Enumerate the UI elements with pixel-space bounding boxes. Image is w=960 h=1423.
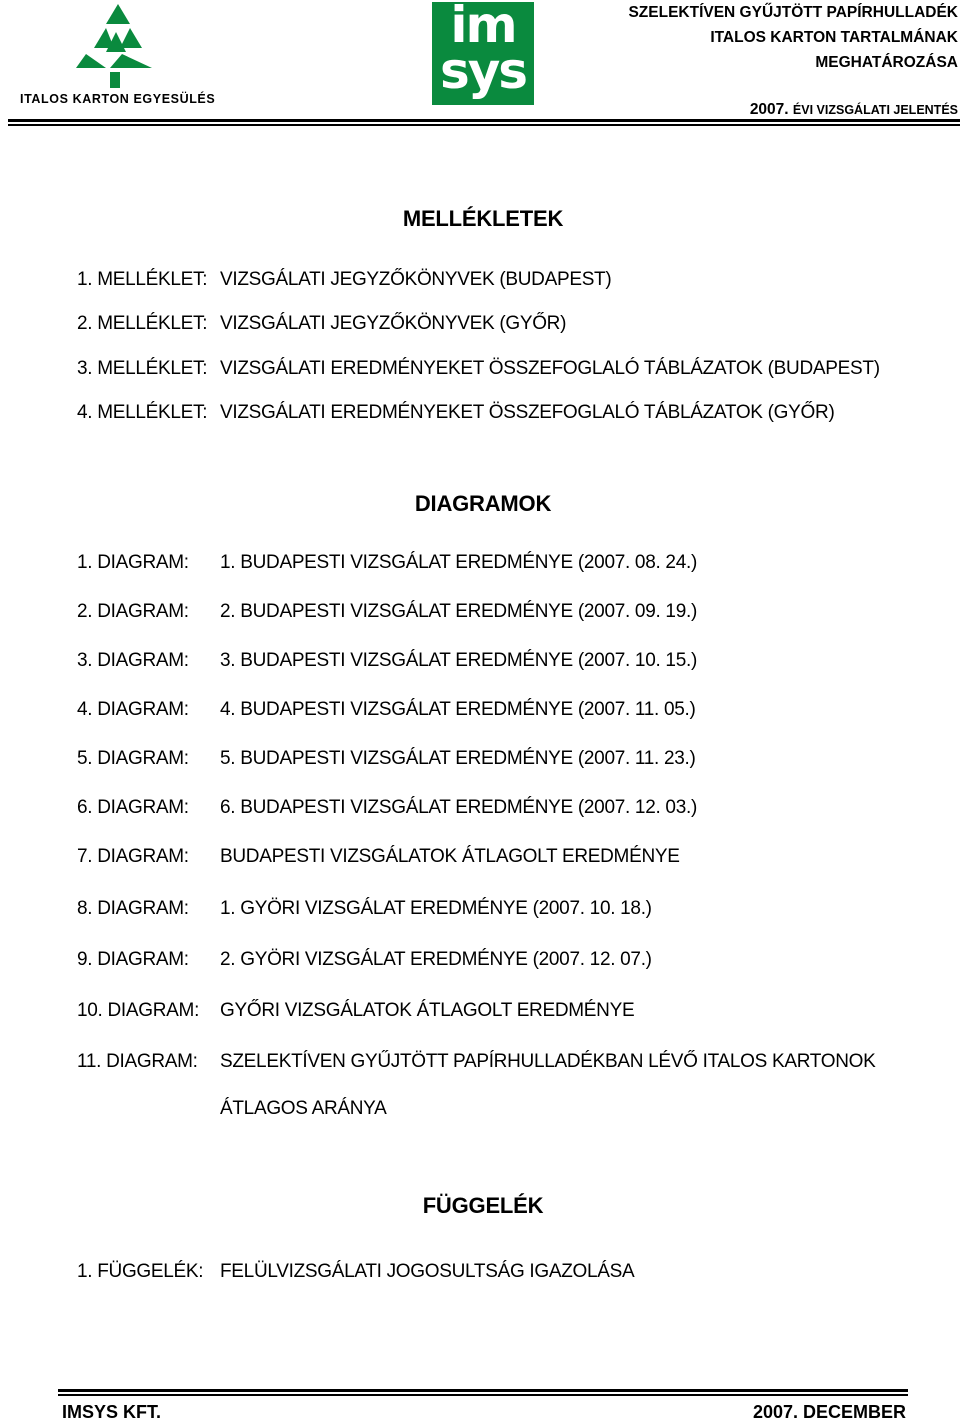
appendix-text: VIZSGÁLATI EREDMÉNYEKET ÖSSZEFOGLALÓ TÁBLÁZATOK (GYŐR) <box>220 402 835 423</box>
supplement-text: FELÜLVIZSGÁLATI JOGOSULTSÁG IGAZOLÁSA <box>220 1261 635 1282</box>
diagram-label: 4. DIAGRAM: <box>77 699 189 720</box>
diagram-text: 1. BUDAPESTI VIZSGÁLAT EREDMÉNYE (2007. 08. 24.) <box>220 552 697 573</box>
diagram-label: 7. DIAGRAM: <box>77 846 189 867</box>
diagram-text-continued: ÁTLAGOS ARÁNYA <box>220 1098 387 1119</box>
diagram-text: 1. GYÖRI VIZSGÁLAT EREDMÉNYE (2007. 10. 18.) <box>220 898 652 919</box>
appendix-label: 3. MELLÉKLET: <box>77 358 208 379</box>
diagram-label: 3. DIAGRAM: <box>77 650 189 671</box>
header-year: 2007. <box>749 101 789 118</box>
header-report-type: ÉVI VIZSGÁLATI JELENTÉS <box>792 103 958 117</box>
italos-karton-logo <box>20 2 216 108</box>
supplement-label: 1. FÜGGELÉK: <box>77 1261 204 1282</box>
imsys-logo <box>432 2 534 105</box>
header-line-1: SZELEKTÍVEN GYŰJTÖTT PAPÍRHULLADÉK <box>628 4 958 21</box>
section-title-diagramok: DIAGRAMOK <box>414 491 552 516</box>
diagram-text: 2. GYÖRI VIZSGÁLAT EREDMÉNYE (2007. 12. 07.) <box>220 949 652 970</box>
appendix-text: VIZSGÁLATI JEGYZŐKÖNYVEK (GYŐR) <box>220 313 567 334</box>
header-rule-thin <box>8 124 960 126</box>
footer-date: 2007. DECEMBER <box>752 1402 906 1422</box>
footer-rule <box>58 1389 908 1392</box>
header-line-2: ITALOS KARTON TARTALMÁNAK <box>710 29 958 46</box>
diagram-text: 6. BUDAPESTI VIZSGÁLAT EREDMÉNYE (2007. 12. 03.) <box>220 797 697 818</box>
diagram-label: 1. DIAGRAM: <box>77 552 189 573</box>
org-logo-text: ITALOS KARTON EGYESÜLÉS <box>20 92 216 106</box>
document-header <box>628 0 958 118</box>
appendix-text: VIZSGÁLATI EREDMÉNYEKET ÖSSZEFOGLALÓ TÁBLÁZATOK (BUDAPEST) <box>220 358 880 379</box>
appendix-label: 4. MELLÉKLET: <box>77 402 208 423</box>
diagram-text: BUDAPESTI VIZSGÁLATOK ÁTLAGOLT EREDMÉNYE <box>220 846 680 867</box>
diagram-text: GYŐRI VIZSGÁLATOK ÁTLAGOLT EREDMÉNYE <box>220 1000 635 1021</box>
diagram-text: 5. BUDAPESTI VIZSGÁLAT EREDMÉNYE (2007. 11. 23.) <box>220 748 696 769</box>
header-rule <box>8 119 960 122</box>
diagram-text: 3. BUDAPESTI VIZSGÁLAT EREDMÉNYE (2007. 10. 15.) <box>220 650 697 671</box>
footer-rule-thin <box>58 1394 908 1396</box>
diagram-label: 9. DIAGRAM: <box>77 949 189 970</box>
diagram-label: 10. DIAGRAM: <box>77 1000 200 1021</box>
diagram-label: 8. DIAGRAM: <box>77 898 189 919</box>
appendix-label: 1. MELLÉKLET: <box>77 269 208 290</box>
section-title-mellekletek: MELLÉKLETEK <box>402 206 564 231</box>
diagram-label: 2. DIAGRAM: <box>77 601 189 622</box>
footer-company: IMSYS KFT. <box>62 1402 162 1422</box>
header-line-3: MEGHATÁROZÁSA <box>815 54 958 71</box>
imsys-logo-top: im <box>450 0 516 54</box>
appendix-text: VIZSGÁLATI JEGYZŐKÖNYVEK (BUDAPEST) <box>220 269 612 290</box>
diagram-text: SZELEKTÍVEN GYŰJTÖTT PAPÍRHULLADÉKBAN LÉVŐ ITALOS KARTONOK <box>220 1051 876 1072</box>
diagram-label: 6. DIAGRAM: <box>77 797 189 818</box>
diagram-label: 11. DIAGRAM: <box>77 1051 198 1072</box>
imsys-logo-bottom: sys <box>439 42 527 100</box>
appendix-label: 2. MELLÉKLET: <box>77 313 208 334</box>
diagram-label: 5. DIAGRAM: <box>77 748 189 769</box>
section-title-fuggelek: FÜGGELÉK <box>422 1193 544 1218</box>
italos-karton-tree-icon <box>76 2 156 90</box>
diagram-text: 4. BUDAPESTI VIZSGÁLAT EREDMÉNYE (2007. 11. 05.) <box>220 699 696 720</box>
diagram-text: 2. BUDAPESTI VIZSGÁLAT EREDMÉNYE (2007. 09. 19.) <box>220 601 697 622</box>
